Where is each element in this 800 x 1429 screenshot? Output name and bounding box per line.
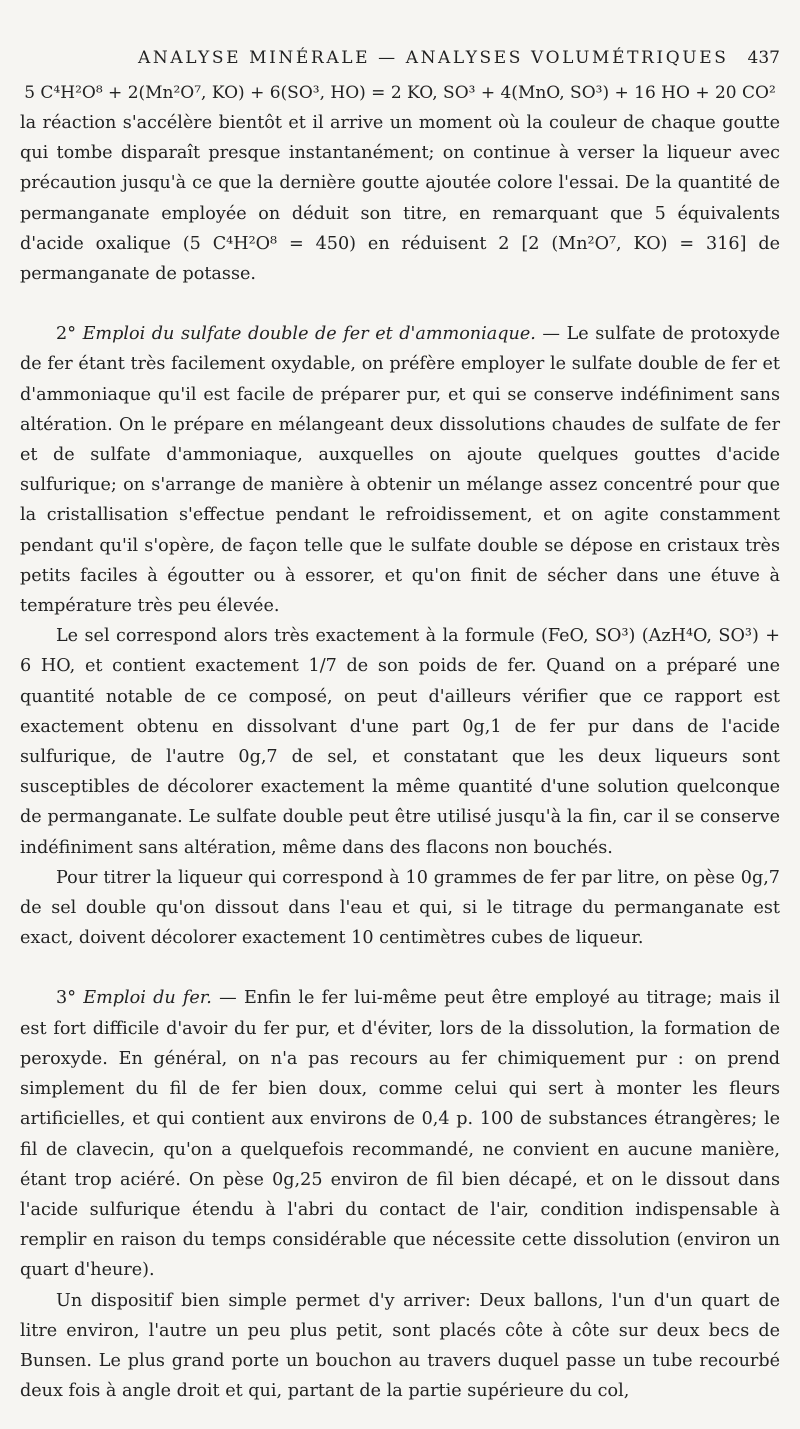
paragraph-text: Le sel correspond alors très exactement à la formule (FeO, SO³) (AzH⁴O, SO³) + 6 HO, et contient exactement [20, 626, 780, 677]
paragraph-emploi-fer [20, 983, 780, 1285]
fraction: 1/7 [308, 656, 337, 677]
paragraph-sulfate-double [20, 319, 780, 621]
paragraph-reaction: la réaction s'accélère bientôt et il arrive un moment où la couleur de chaque goutte qui tombe disparaît presque instantanément; on continue à verser la liqueur avec précaution jusqu'à ce que la dernière goutte ajoutée colore l'essai. De la quantité de permanganate employée on déduit son titre, en remarquant que 5 équivalents d'acide oxalique (5 C⁴H²O⁸ = 450) en réduisent 2 [2 (Mn²O⁷, KO) = 316] de permanganate de potasse. [20, 113, 780, 285]
paragraph-text: — Le sulfate de protoxyde de fer étant très facilement oxydable, on préfère employer le sulfate double de fer et d'ammoniaque qu'il est facile de préparer pur, et qui se conserve indéfiniment sans altération. On le prépare en mélangeant deux dissolutions chaudes de sulfate de fer et de sulfate d'ammoniaque, auxquelles on ajoute quelques gouttes d'acide sulfurique; on s'arrange de manière à obtenir un mélange assez concentré pour que la cristallisation s'effectue pendant le refroidissement, et on agite constamment pendant qu'il s'opère, de façon telle que le sulfate double se dépose en cristaux très petits faciles à égoutter ou à essorer, et qu'on finit de sécher dans une étuve à température très peu élevée. [20, 324, 780, 617]
section-number: 3° [56, 988, 76, 1009]
section-heading: Emploi du sulfate double de fer et d'ammoniaque. [82, 324, 536, 345]
paragraph-titrage: Pour titrer la liqueur qui correspond à 10 grammes de fer par litre, on pèse 0g,7 de sel double qu'on dissout dans l'eau et qui, si le titrage du permanganate est exact, doivent décolorer exactement 10 centimètres cubes de liqueur. [20, 867, 780, 949]
paragraph-text: — Enfin le fer lui-même peut être employé au titrage; mais il est fort difficile d'avoir du fer pur, et d'éviter, lors de la dissolution, la formation de peroxyde. En général, on n'a pas recours au fer chimiquement pur : on prend simplement du fil de fer bien doux, comme celui qui sert à monter les fleurs artificielles, et qui contient aux environs de 0,4 p. 100 de substances étrangères; le fil de clavecin, qu'on a quelquefois recommandé, ne convient en aucune manière, étant trop aciéré. On pèse 0g,25 environ de fil bien décapé, et on le dissout dans l'acide sulfurique étendu à l'abri du contact de l'air, condition indispensable à remplir en raison du temps considérable que nécessite cette dissolution (environ un quart d'heure). [20, 988, 780, 1281]
paragraph-formula [20, 621, 780, 863]
section-heading: Emploi du fer. [83, 988, 212, 1009]
paragraph-dispositif: Un dispositif bien simple permet d'y arriver: Deux ballons, l'un d'un quart de litre environ, l'autre un peu plus petit, sont placés côte à côte sur deux becs de Bunsen. Le plus grand porte un bouchon au travers duquel passe un tube recourbé deux fois à angle droit et qui, partant de la partie supérieure du col, [20, 1290, 780, 1402]
page-body [20, 78, 780, 1406]
reaction-equation: 5 C⁴H²O⁸ + 2(Mn²O⁷, KO) + 6(SO³, HO) = 2 KO, SO³ + 4(MnO, SO³) + 16 HO + 20 CO² [24, 83, 776, 103]
paragraph-text: de son poids de fer. Quand on a préparé une quantité notable de ce composé, on peut d'ailleurs vérifier que ce rapport est exactement obtenu en dissolvant d'une part 0g,1 de fer pur dans de l'acide sulfurique, de l'autre 0g,7 de sel, et constatant que les deux liqueurs sont susceptibles de décolorer exactement la même quantité d'une solution quelconque de permanganate. Le sulfate double peut être utilisé jusqu'à la fin, car il se conserve indéfiniment sans altération, même dans des flacons non bouchés. [20, 656, 780, 858]
section-number: 2° [56, 324, 76, 345]
page-header [20, 48, 780, 72]
running-title: ANALYSE MINÉRALE — ANALYSES VOLUMÉTRIQUES [138, 48, 729, 68]
page-number: 437 [747, 48, 780, 68]
